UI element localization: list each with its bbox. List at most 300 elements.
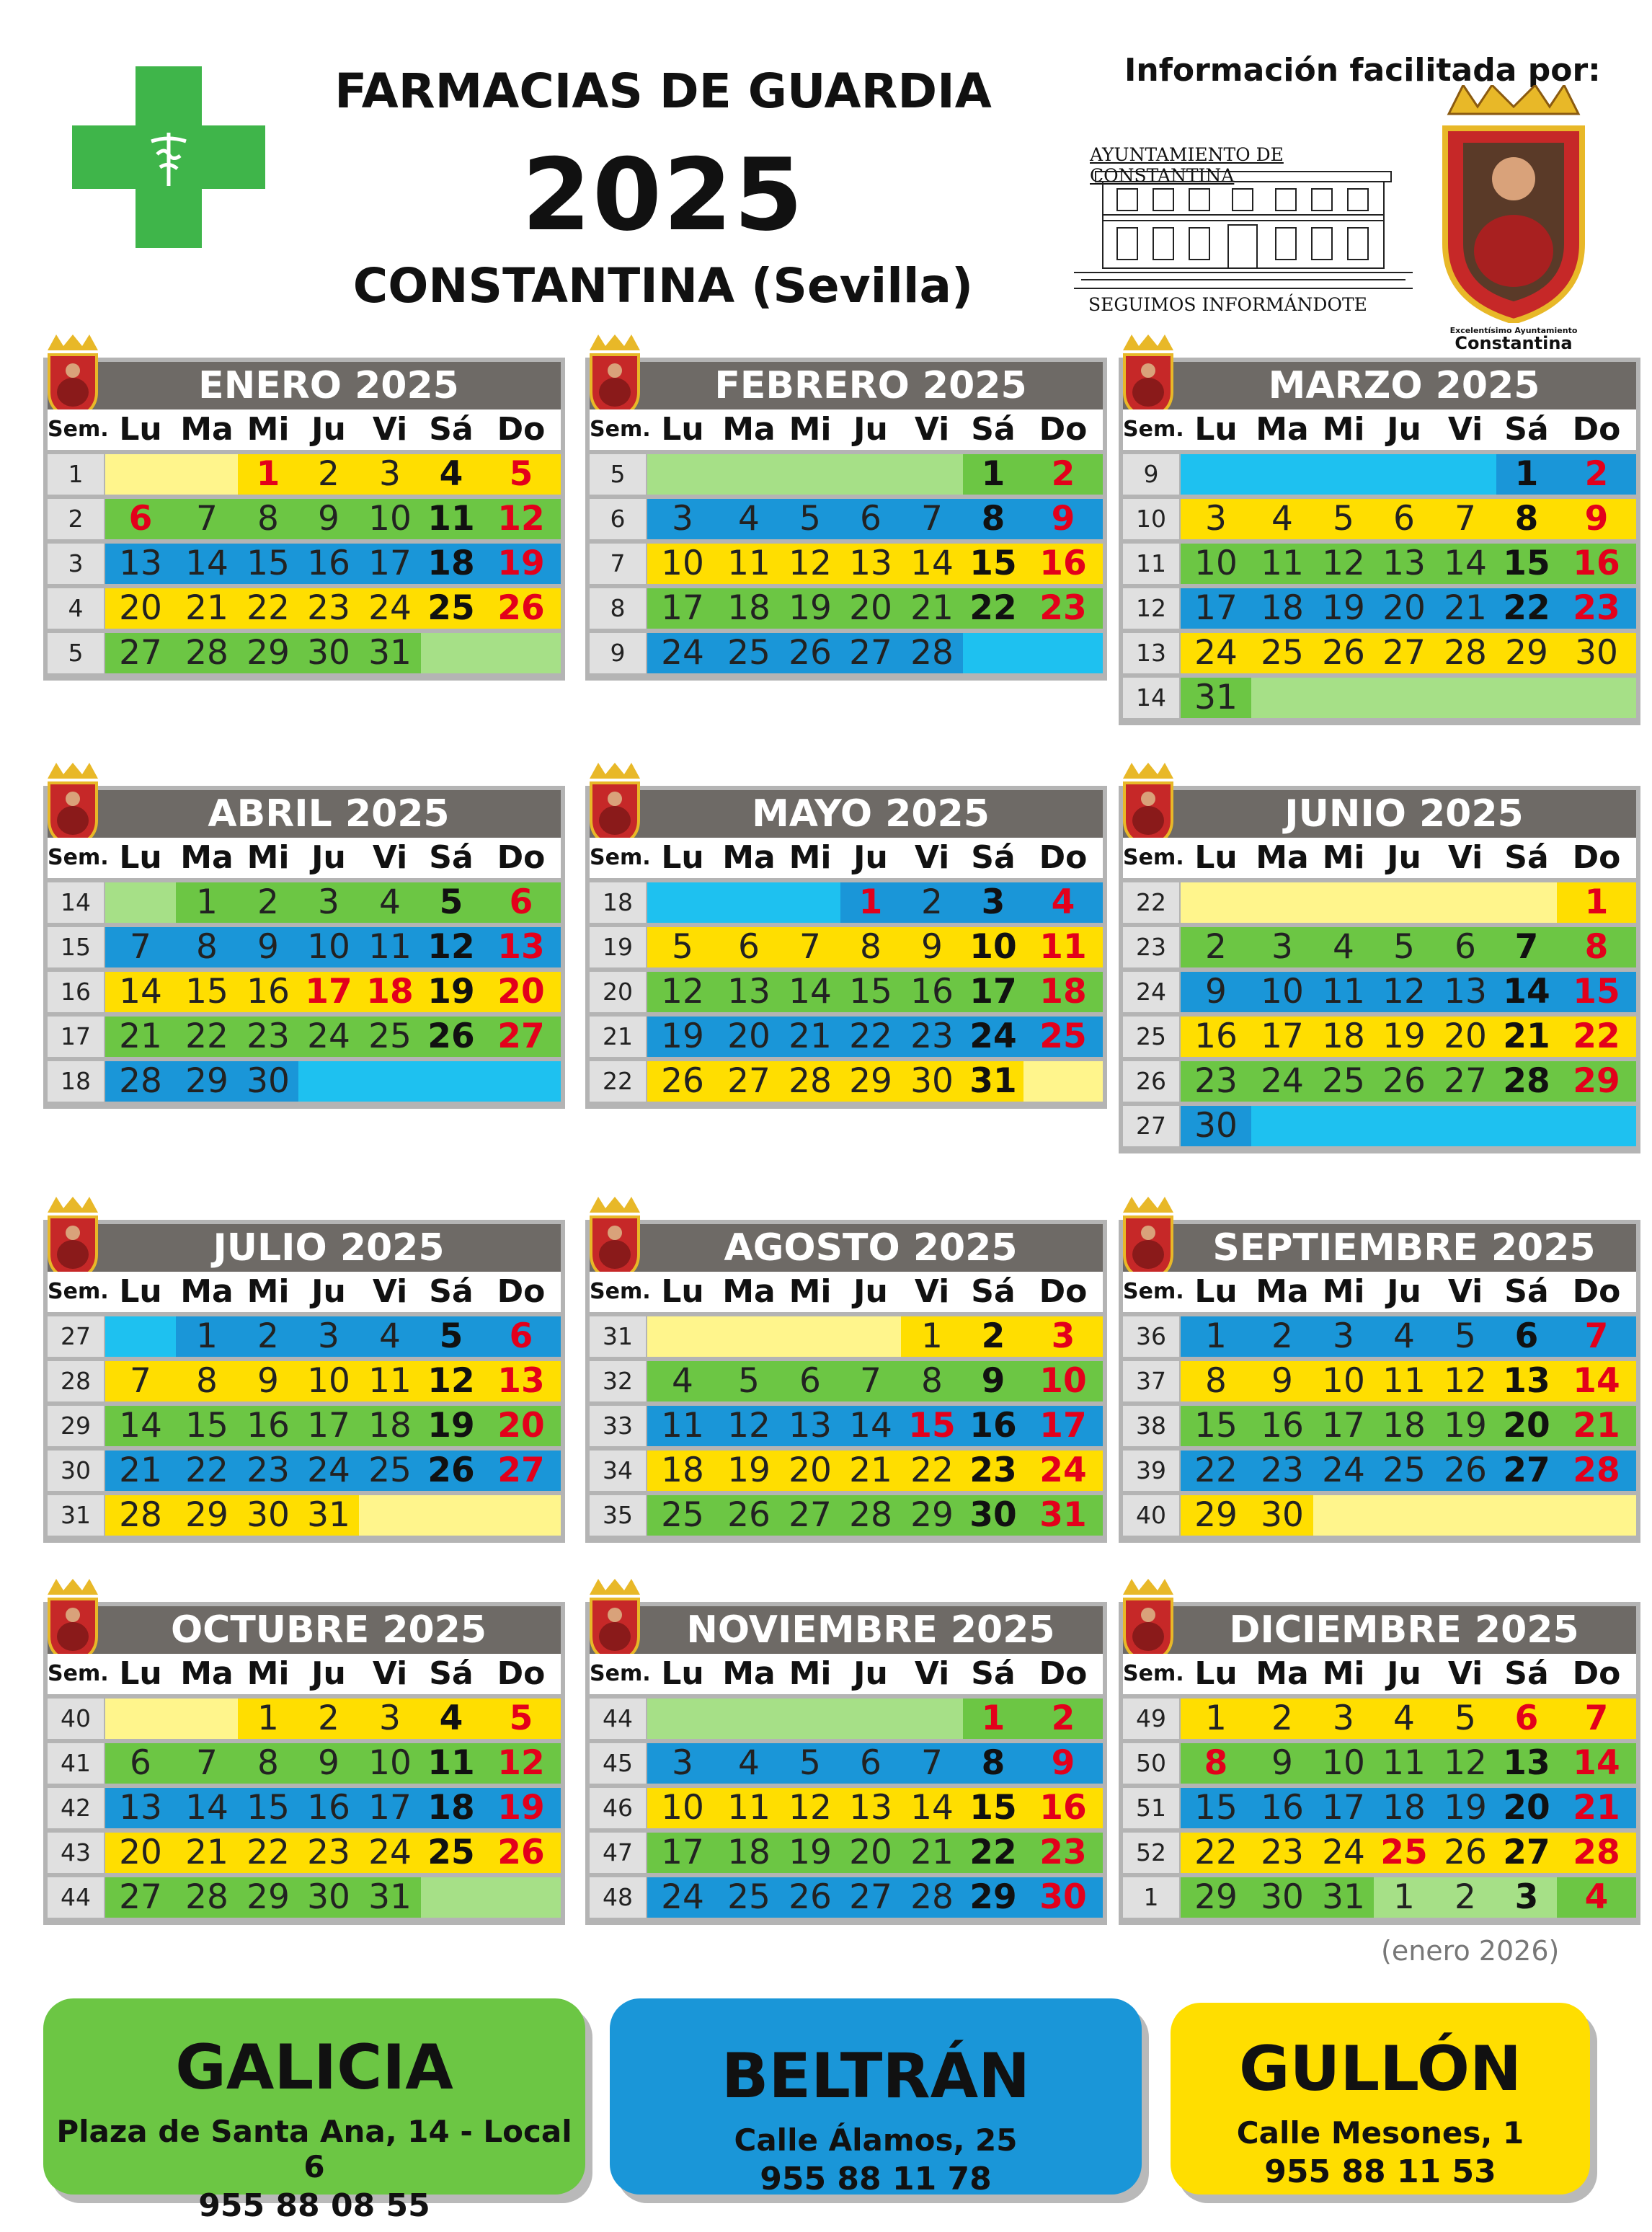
week-number: 41	[48, 1743, 104, 1784]
day-cell: 16	[298, 1788, 359, 1828]
day-cell: 24	[1023, 1451, 1103, 1491]
day-cell: 31	[1023, 1495, 1103, 1536]
day-cell	[647, 1316, 718, 1357]
day-cell: 20	[1496, 1788, 1557, 1828]
day-cell: 14	[176, 1788, 238, 1828]
day-cell: 23	[238, 1451, 298, 1491]
weekday-label: Lu	[1194, 839, 1238, 876]
weekday-label: Ju	[311, 411, 346, 448]
week-number: 43	[48, 1833, 104, 1873]
week-number: 8	[590, 588, 646, 629]
day-cell: 31	[963, 1061, 1023, 1102]
weekday-label: Mi	[789, 411, 832, 448]
day-cell: 10	[359, 1743, 421, 1784]
day-cell: 8	[238, 499, 298, 539]
building-icon	[1074, 164, 1413, 294]
week-label: Sem.	[48, 845, 109, 870]
day-cell: 3	[647, 1743, 718, 1784]
day-cell: 26	[1434, 1451, 1496, 1491]
day-cell: 26	[780, 1877, 840, 1918]
weekday-label: Vi	[914, 839, 950, 876]
week-row	[1181, 1495, 1636, 1536]
day-cell: 8	[963, 499, 1023, 539]
weekday-label: Mi	[789, 1655, 832, 1692]
day-cell: 19	[481, 1788, 561, 1828]
day-cell: 30	[238, 1495, 298, 1536]
week-row	[1181, 1699, 1636, 1739]
day-cell	[718, 882, 780, 923]
day-cell: 16	[1023, 544, 1103, 584]
day-cell: 12	[1434, 1743, 1496, 1784]
month-calendar	[585, 786, 1107, 1109]
location-title: CONSTANTINA (Sevilla)	[352, 258, 974, 314]
week-number: 40	[1123, 1495, 1179, 1536]
day-cell: 26	[421, 1451, 481, 1491]
day-cell: 13	[481, 1361, 561, 1401]
day-cell: 19	[1374, 1017, 1434, 1057]
day-cell: 17	[647, 1833, 718, 1873]
weekday-label: Sá	[429, 1273, 474, 1310]
day-cell: 31	[298, 1495, 359, 1536]
month-title	[48, 1606, 561, 1654]
day-cell: 26	[421, 1017, 481, 1057]
weekday-header	[1123, 838, 1636, 878]
day-cell: 14	[1496, 972, 1557, 1012]
weekday-label: Ju	[1387, 1273, 1421, 1310]
day-cell: 7	[1557, 1699, 1636, 1739]
day-cell: 10	[298, 1361, 359, 1401]
month-title-text: JUNIO 2025	[1284, 792, 1524, 836]
week-row	[105, 1495, 561, 1536]
weekday-label: Sá	[429, 1655, 474, 1692]
day-cell	[718, 1316, 780, 1357]
week-row	[105, 499, 561, 539]
day-cell	[481, 1877, 561, 1918]
month-title-text: FEBRERO 2025	[714, 364, 1027, 407]
day-cell: 2	[298, 1699, 359, 1739]
weekday-label: Lu	[1194, 411, 1238, 448]
week-number: 44	[48, 1877, 104, 1918]
day-cell: 8	[901, 1361, 963, 1401]
day-cell: 5	[1434, 1699, 1496, 1739]
day-cell: 22	[1557, 1017, 1636, 1057]
day-cell: 28	[1434, 633, 1496, 673]
weekday-label: Vi	[372, 411, 408, 448]
weekday-label: Sá	[1504, 411, 1549, 448]
weekday-label: Vi	[372, 839, 408, 876]
day-cell: 25	[1313, 1061, 1374, 1102]
week-number: 13	[1123, 633, 1179, 673]
day-cell: 24	[359, 1833, 421, 1873]
day-cell: 20	[481, 972, 561, 1012]
day-cell: 27	[840, 1877, 901, 1918]
weekday-header	[48, 1272, 561, 1312]
week-number: 18	[48, 1061, 104, 1102]
week-row	[1181, 1061, 1636, 1102]
day-cell: 10	[298, 927, 359, 967]
weekday-label: Lu	[1194, 1273, 1238, 1310]
weekday-label: Mi	[789, 1273, 832, 1310]
week-number: 12	[1123, 588, 1179, 629]
week-label: Sem.	[1123, 1279, 1184, 1304]
weekday-label: Ju	[1387, 411, 1421, 448]
day-cell: 28	[1557, 1451, 1636, 1491]
day-cell: 9	[298, 1743, 359, 1784]
week-number: 45	[590, 1743, 646, 1784]
weekday-label: Do	[1039, 411, 1088, 448]
day-cell: 8	[963, 1743, 1023, 1784]
day-cell: 18	[359, 1406, 421, 1446]
day-cell	[840, 1316, 901, 1357]
day-cell: 24	[647, 633, 718, 673]
day-cell: 15	[238, 544, 298, 584]
day-cell: 23	[298, 1833, 359, 1873]
day-cell: 9	[1181, 972, 1251, 1012]
day-cell: 5	[481, 1699, 561, 1739]
week-row	[1181, 1877, 1636, 1918]
day-cell: 2	[238, 882, 298, 923]
week-row	[1181, 1833, 1636, 1873]
day-cell: 22	[901, 1451, 963, 1491]
mini-coat-of-arms-icon	[582, 763, 647, 848]
week-row	[105, 544, 561, 584]
day-cell: 6	[1374, 499, 1434, 539]
day-cell	[1313, 1495, 1374, 1536]
weekday-label: Lu	[119, 411, 162, 448]
day-cell: 22	[1181, 1833, 1251, 1873]
day-cell: 27	[1374, 633, 1434, 673]
week-row	[1181, 633, 1636, 673]
day-cell	[1313, 454, 1374, 495]
month-calendar	[1119, 358, 1640, 725]
week-row	[1181, 927, 1636, 967]
day-cell: 12	[1434, 1361, 1496, 1401]
week-number: 40	[48, 1699, 104, 1739]
day-cell: 26	[780, 633, 840, 673]
day-cell: 17	[647, 588, 718, 629]
day-cell: 13	[840, 544, 901, 584]
day-cell: 9	[901, 927, 963, 967]
day-cell: 26	[1434, 1833, 1496, 1873]
weekday-label: Mi	[247, 1273, 290, 1310]
mini-coat-of-arms-icon	[582, 1579, 647, 1664]
weekday-header	[1123, 1654, 1636, 1694]
day-cell: 30	[901, 1061, 963, 1102]
week-label: Sem.	[48, 1279, 109, 1304]
day-cell: 3	[359, 454, 421, 495]
day-cell: 30	[1251, 1495, 1313, 1536]
day-cell: 19	[1434, 1406, 1496, 1446]
day-cell	[105, 454, 176, 495]
month-calendar	[585, 1602, 1107, 1925]
day-cell: 30	[963, 1495, 1023, 1536]
weekday-label: Vi	[1447, 411, 1483, 448]
day-cell: 9	[1251, 1361, 1313, 1401]
day-cell: 23	[1557, 588, 1636, 629]
week-number: 7	[590, 544, 646, 584]
day-cell: 16	[238, 1406, 298, 1446]
week-row	[105, 972, 561, 1012]
weekday-label: Ju	[311, 1273, 346, 1310]
day-cell: 30	[238, 1061, 298, 1102]
day-cell: 16	[1251, 1788, 1313, 1828]
weekday-header	[1123, 409, 1636, 450]
mini-coat-of-arms-icon	[582, 335, 647, 420]
day-cell: 22	[1181, 1451, 1251, 1491]
day-cell	[1374, 882, 1434, 923]
week-number: 38	[1123, 1406, 1179, 1446]
week-number: 3	[48, 544, 104, 584]
day-cell: 14	[1434, 544, 1496, 584]
day-cell: 16	[901, 972, 963, 1012]
day-cell	[718, 1699, 780, 1739]
month-title	[590, 1224, 1103, 1272]
week-number: 14	[48, 882, 104, 923]
week-row	[1181, 544, 1636, 584]
week-label: Sem.	[590, 1661, 651, 1686]
day-cell: 7	[1496, 927, 1557, 967]
day-cell	[647, 454, 718, 495]
pharmacy-name: GULLÓN	[1238, 2033, 1522, 2105]
day-cell: 10	[647, 1788, 718, 1828]
weekday-label: Vi	[372, 1273, 408, 1310]
pharmacy-gullon	[1171, 2003, 1590, 2195]
day-cell	[1251, 882, 1313, 923]
week-number: 33	[590, 1406, 646, 1446]
day-cell: 20	[840, 588, 901, 629]
month-title-text: ABRIL 2025	[208, 792, 450, 836]
day-cell: 6	[1496, 1316, 1557, 1357]
week-row	[105, 1316, 561, 1357]
day-cell	[298, 1061, 359, 1102]
day-cell: 20	[1434, 1017, 1496, 1057]
week-number: 19	[590, 927, 646, 967]
day-cell: 21	[1557, 1788, 1636, 1828]
day-cell: 1	[840, 882, 901, 923]
day-cell: 7	[901, 1743, 963, 1784]
day-cell: 8	[1181, 1361, 1251, 1401]
day-cell: 2	[1434, 1877, 1496, 1918]
day-cell: 14	[1557, 1743, 1636, 1784]
year-title: 2025	[521, 137, 805, 253]
day-cell	[1557, 678, 1636, 718]
day-cell: 29	[840, 1061, 901, 1102]
weekday-label: Mi	[247, 839, 290, 876]
day-cell: 14	[901, 544, 963, 584]
day-cell: 4	[1557, 1877, 1636, 1918]
month-title-text: OCTUBRE 2025	[170, 1608, 487, 1652]
week-row	[1181, 1788, 1636, 1828]
weekday-label: Do	[1572, 1655, 1621, 1692]
day-cell	[840, 454, 901, 495]
day-cell: 22	[1496, 588, 1557, 629]
day-cell: 11	[718, 544, 780, 584]
weekday-label: Ju	[1387, 839, 1421, 876]
month-calendar	[43, 358, 565, 681]
day-cell: 16	[1023, 1788, 1103, 1828]
mini-coat-of-arms-icon	[582, 1197, 647, 1282]
day-cell: 14	[780, 972, 840, 1012]
day-cell: 17	[1313, 1406, 1374, 1446]
enero-2026-note: (enero 2026)	[1381, 1935, 1560, 1967]
day-cell: 29	[176, 1061, 238, 1102]
day-cell: 4	[1023, 882, 1103, 923]
day-cell: 28	[176, 633, 238, 673]
week-row	[1181, 882, 1636, 923]
month-title-text: ENERO 2025	[198, 364, 459, 407]
day-cell: 4	[359, 1316, 421, 1357]
week-row	[647, 499, 1103, 539]
weekday-label: Do	[1572, 1273, 1621, 1310]
weekday-label: Do	[497, 1655, 546, 1692]
day-cell: 11	[359, 927, 421, 967]
week-row	[105, 1406, 561, 1446]
ayto-bottom-text: SEGUIMOS INFORMÁNDOTE	[1088, 294, 1367, 315]
day-cell: 5	[718, 1361, 780, 1401]
week-number: 23	[1123, 927, 1179, 967]
day-cell: 9	[238, 1361, 298, 1401]
weekday-label: Do	[1572, 839, 1621, 876]
day-cell: 16	[1557, 544, 1636, 584]
day-cell: 26	[1313, 633, 1374, 673]
day-cell	[1496, 1106, 1557, 1146]
day-cell: 16	[238, 972, 298, 1012]
day-cell: 4	[647, 1361, 718, 1401]
day-cell: 1	[1181, 1316, 1251, 1357]
week-number: 39	[1123, 1451, 1179, 1491]
day-cell: 11	[421, 499, 481, 539]
week-number: 34	[590, 1451, 646, 1491]
day-cell: 9	[963, 1361, 1023, 1401]
weekday-label: Lu	[119, 839, 162, 876]
day-cell: 4	[1251, 499, 1313, 539]
day-cell: 18	[1374, 1406, 1434, 1446]
weekday-label: Sá	[429, 839, 474, 876]
week-number: 28	[48, 1361, 104, 1401]
day-cell: 7	[901, 499, 963, 539]
day-cell: 14	[105, 972, 176, 1012]
day-cell: 5	[1374, 927, 1434, 967]
day-cell: 22	[238, 588, 298, 629]
day-cell: 27	[1496, 1833, 1557, 1873]
day-cell: 22	[963, 1833, 1023, 1873]
weekday-label: Mi	[247, 1655, 290, 1692]
weekday-header	[590, 1654, 1103, 1694]
pharmacy-phone: 955 88 08 55	[198, 2187, 430, 2224]
weekday-label: Sá	[1504, 839, 1549, 876]
pharmacy-galicia	[43, 1998, 585, 2224]
day-cell: 28	[1557, 1833, 1636, 1873]
day-cell	[1496, 678, 1557, 718]
week-row	[1181, 1106, 1636, 1146]
weekday-label: Lu	[661, 839, 704, 876]
weekday-label: Lu	[661, 1655, 704, 1692]
day-cell: 21	[780, 1017, 840, 1057]
day-cell: 5	[780, 499, 840, 539]
day-cell: 30	[298, 1877, 359, 1918]
day-cell: 3	[1023, 1316, 1103, 1357]
day-cell: 17	[359, 1788, 421, 1828]
day-cell: 17	[963, 972, 1023, 1012]
weekday-label: Sá	[971, 839, 1016, 876]
day-cell: 13	[1374, 544, 1434, 584]
week-row	[647, 544, 1103, 584]
week-row	[647, 1406, 1103, 1446]
day-cell: 23	[901, 1017, 963, 1057]
week-number: 5	[48, 633, 104, 673]
weekday-label: Sá	[1504, 1273, 1549, 1310]
weekday-label: Ma	[180, 1655, 234, 1692]
weekday-label: Sá	[1504, 1655, 1549, 1692]
weekday-label: Vi	[372, 1655, 408, 1692]
day-cell: 7	[840, 1361, 901, 1401]
day-cell: 4	[1374, 1699, 1434, 1739]
weekday-label: Vi	[1447, 839, 1483, 876]
day-cell: 19	[421, 1406, 481, 1446]
weekday-label: Do	[497, 411, 546, 448]
pharmacy-address: Calle Mesones, 1	[1236, 2115, 1524, 2151]
week-row	[105, 1699, 561, 1739]
day-cell: 6	[105, 1743, 176, 1784]
week-row	[647, 1017, 1103, 1057]
day-cell: 26	[481, 1833, 561, 1873]
day-cell: 6	[718, 927, 780, 967]
week-row	[105, 1451, 561, 1491]
day-cell: 2	[1023, 454, 1103, 495]
weekday-label: Ju	[311, 1655, 346, 1692]
weekday-label: Lu	[661, 1273, 704, 1310]
day-cell: 15	[176, 972, 238, 1012]
day-cell: 29	[1181, 1877, 1251, 1918]
day-cell	[780, 882, 840, 923]
day-cell: 5	[421, 882, 481, 923]
mini-coat-of-arms-icon	[40, 763, 105, 848]
week-number: 31	[590, 1316, 646, 1357]
day-cell: 15	[238, 1788, 298, 1828]
day-cell	[1496, 1495, 1557, 1536]
day-cell: 10	[963, 927, 1023, 967]
day-cell: 4	[421, 1699, 481, 1739]
month-title-text: MARZO 2025	[1268, 364, 1540, 407]
shield-caption: Constantina	[1455, 333, 1573, 353]
day-cell: 14	[176, 544, 238, 584]
day-cell: 24	[1251, 1061, 1313, 1102]
day-cell: 10	[647, 544, 718, 584]
week-row	[105, 633, 561, 673]
pharmacy-beltran	[610, 1998, 1142, 2195]
day-cell: 12	[421, 1361, 481, 1401]
day-cell: 9	[238, 927, 298, 967]
mini-coat-of-arms-icon	[40, 335, 105, 420]
day-cell	[1434, 678, 1496, 718]
pharmacy-phone: 955 88 11 53	[1264, 2153, 1496, 2190]
weekday-label: Ma	[722, 1655, 776, 1692]
weekday-label: Do	[1039, 839, 1088, 876]
weekday-header	[590, 1272, 1103, 1312]
day-cell	[1557, 1106, 1636, 1146]
month-title	[48, 362, 561, 409]
day-cell: 15	[963, 544, 1023, 584]
day-cell: 17	[1251, 1017, 1313, 1057]
day-cell	[359, 1061, 421, 1102]
day-cell: 22	[176, 1451, 238, 1491]
week-row	[647, 1743, 1103, 1784]
day-cell: 17	[1023, 1406, 1103, 1446]
week-number: 27	[1123, 1106, 1179, 1146]
week-row	[105, 588, 561, 629]
day-cell: 27	[481, 1017, 561, 1057]
weekday-label: Sá	[971, 1655, 1016, 1692]
